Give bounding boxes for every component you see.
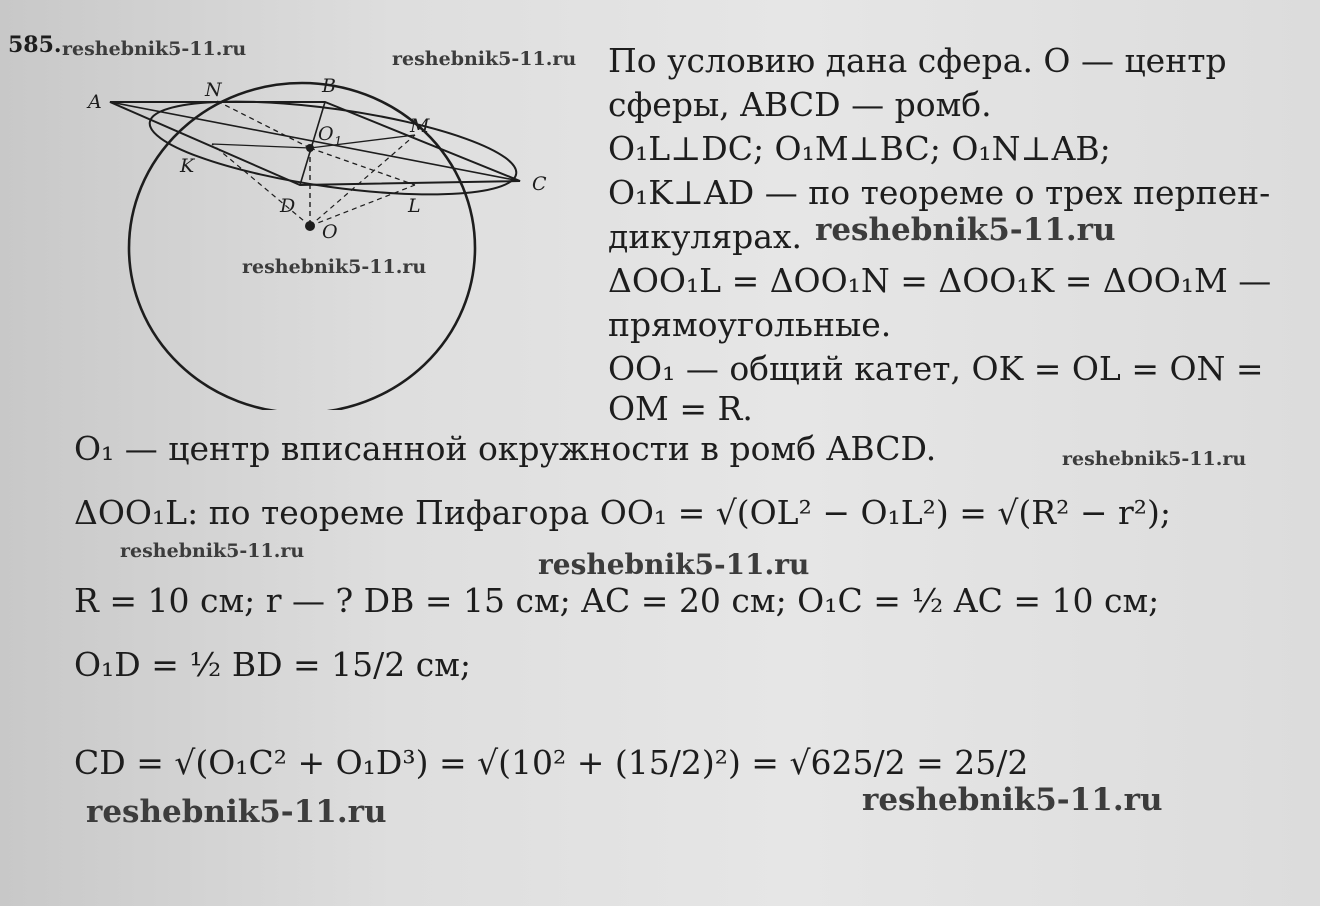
- segment-om: [310, 135, 415, 226]
- watermark: reshebnik5-11.ru: [815, 212, 1116, 248]
- watermark: reshebnik5-11.ru: [862, 782, 1163, 818]
- label-m: M: [410, 115, 430, 137]
- text-line-6: ΔOO₁L = ΔOO₁N = ΔOO₁K = ΔOO₁M —: [608, 261, 1272, 300]
- watermark: reshebnik5-11.ru: [62, 38, 247, 60]
- segment-o1n: [215, 100, 310, 148]
- watermark: reshebnik5-11.ru: [86, 794, 387, 830]
- point-o1: [306, 144, 314, 152]
- watermark: reshebnik5-11.ru: [120, 540, 305, 562]
- text-line-13: O₁D = ½ BD = 15/2 см;: [74, 645, 472, 684]
- text-line-14: CD = √(O₁C² + O₁D³) = √(10² + (15/2)²) = √625/2 = 25/2: [74, 743, 1029, 782]
- problem-number: 585.: [8, 32, 62, 58]
- label-n: N: [205, 79, 222, 101]
- segment-o1k: [212, 144, 310, 148]
- watermark: reshebnik5-11.ru: [1062, 448, 1247, 470]
- sphere-rhombus-diagram: [80, 40, 560, 410]
- segment-o1l: [310, 148, 415, 185]
- label-o1-sub: 1: [334, 135, 343, 150]
- label-k: K: [180, 155, 195, 177]
- label-o1: O: [318, 123, 334, 145]
- text-line-4: O₁K⊥AD — по теореме о трех перпен-: [608, 173, 1271, 212]
- point-o: [305, 221, 315, 231]
- text-line-5: дикулярах.: [608, 217, 803, 256]
- label-b: B: [322, 75, 336, 97]
- text-line-12: R = 10 см; r — ? DB = 15 см; AC = 20 см; O₁C = ½ AC = 10 см;: [74, 581, 1160, 620]
- text-line-7: прямоугольные.: [608, 305, 892, 344]
- text-line-9: OM = R.: [608, 389, 753, 428]
- text-line-1: По условию дана сфера. O — центр: [608, 41, 1227, 80]
- text-line-3: O₁L⊥DC; O₁M⊥BC; O₁N⊥AB;: [608, 129, 1111, 168]
- label-l: L: [408, 195, 421, 217]
- label-c: C: [532, 173, 547, 195]
- text-line-2: сферы, ABCD — ромб.: [608, 85, 992, 124]
- label-d: D: [280, 195, 296, 217]
- label-a: A: [88, 91, 102, 113]
- watermark: reshebnik5-11.ru: [242, 256, 427, 278]
- text-line-10: O₁ — центр вписанной окружности в ромб ABCD.: [74, 429, 937, 468]
- watermark: reshebnik5-11.ru: [392, 48, 577, 70]
- segment-ok: [212, 144, 310, 226]
- watermark: reshebnik5-11.ru: [538, 548, 810, 581]
- text-line-11: ΔOO₁L: по теореме Пифагора OO₁ = √(OL² − O₁L²) = √(R² − r²);: [74, 493, 1171, 532]
- label-o: O: [322, 221, 338, 243]
- text-line-8: OO₁ — общий катет, OK = OL = ON =: [608, 349, 1264, 388]
